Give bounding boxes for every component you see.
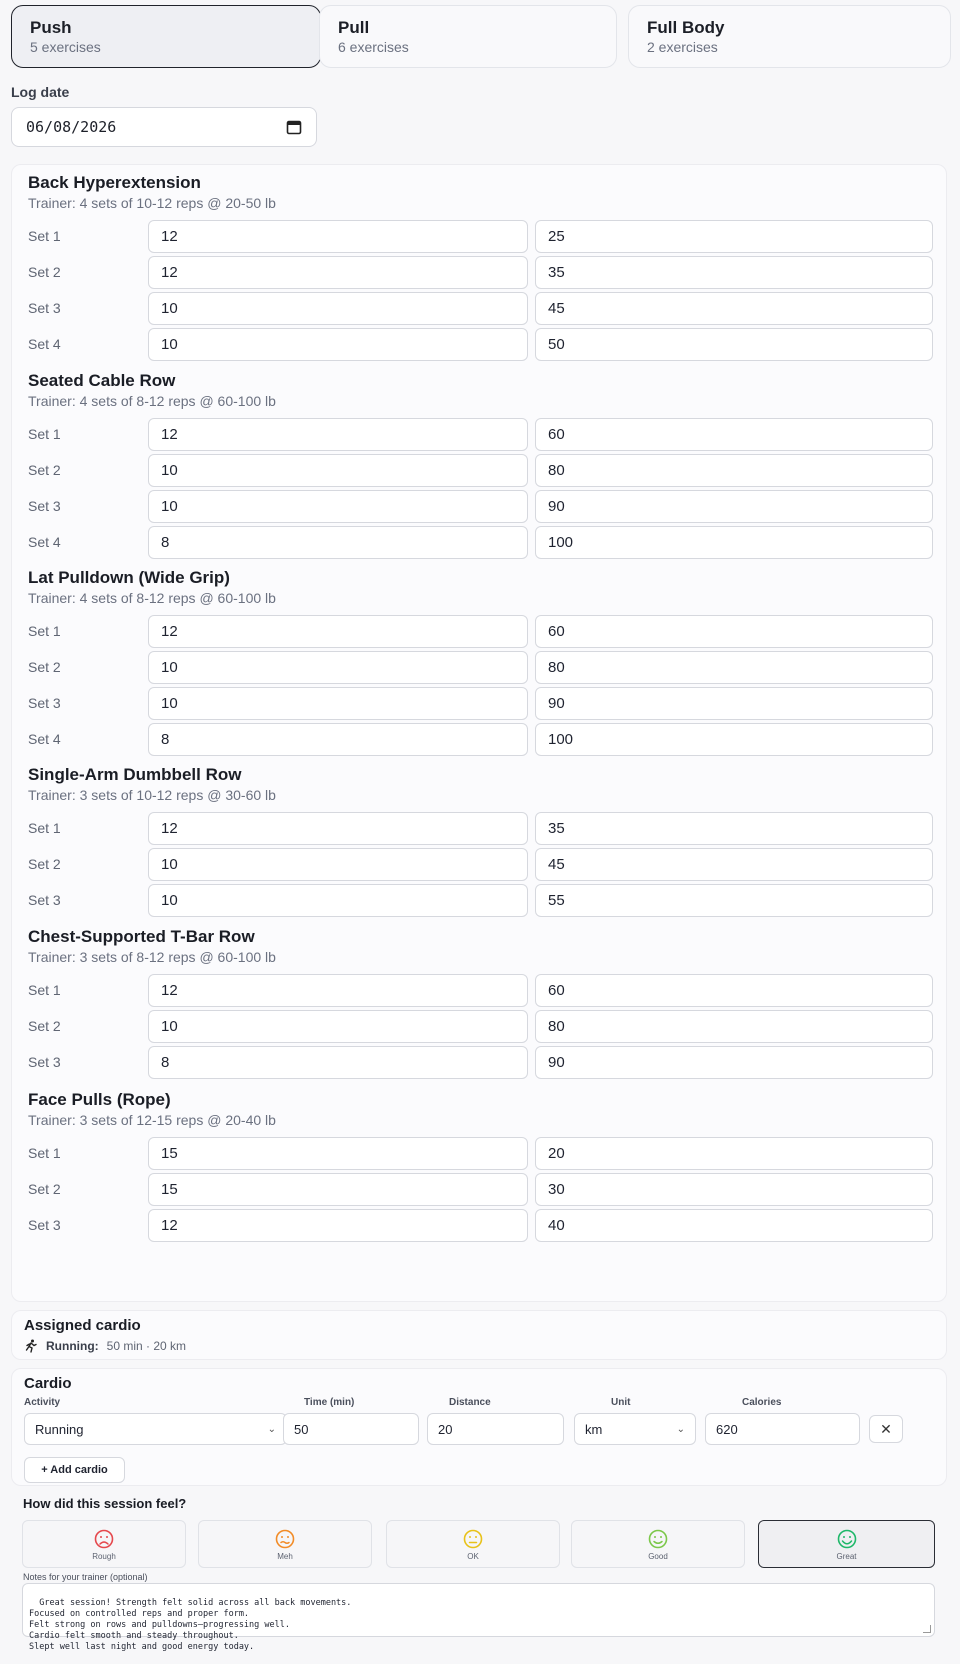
set-label: Set 1 (28, 623, 61, 639)
tab-count: 6 exercises (338, 39, 409, 55)
set-label: Set 3 (28, 892, 61, 908)
weight-input[interactable]: 25 (535, 220, 933, 253)
exercise-trainer-target: Trainer: 4 sets of 8-12 reps @ 60-100 lb (28, 393, 276, 409)
set-label: Set 1 (28, 426, 61, 442)
log-date-label: Log date (11, 84, 70, 100)
exercise-log-card (11, 164, 947, 1302)
cardio-card (11, 1368, 947, 1486)
assigned-cardio-title: Assigned cardio (24, 1317, 141, 1334)
reps-input[interactable]: 10 (148, 651, 528, 684)
cardio-title: Cardio (24, 1375, 72, 1392)
reps-input[interactable]: 10 (148, 328, 528, 361)
weight-input[interactable]: 80 (535, 1010, 933, 1043)
weight-input[interactable]: 35 (535, 812, 933, 845)
session-feel-title: How did this session feel? (23, 1496, 187, 1511)
weight-input[interactable]: 100 (535, 723, 933, 756)
exercise-title: Seated Cable Row (28, 371, 176, 390)
calendar-icon[interactable] (286, 119, 302, 135)
reps-input[interactable]: 12 (148, 256, 528, 289)
exercise-title: Face Pulls (Rope) (28, 1090, 171, 1109)
weight-input[interactable]: 90 (535, 687, 933, 720)
exercise-title: Lat Pulldown (Wide Grip) (28, 568, 230, 587)
weight-input[interactable]: 60 (535, 974, 933, 1007)
time-input[interactable] (283, 1413, 419, 1445)
weight-input[interactable]: 50 (535, 328, 933, 361)
set-label: Set 2 (28, 1181, 61, 1197)
set-label: Set 3 (28, 1217, 61, 1233)
remove-cardio-button[interactable] (869, 1415, 903, 1443)
add-cardio-button[interactable]: + Add cardio (24, 1457, 125, 1483)
reps-input[interactable]: 12 (148, 812, 528, 845)
exercise-trainer-target: Trainer: 4 sets of 10-12 reps @ 20-50 lb (28, 195, 276, 211)
set-label: Set 2 (28, 856, 61, 872)
mood-label: OK (467, 1552, 479, 1561)
notes-textarea[interactable] (22, 1583, 935, 1652)
reps-input[interactable]: 12 (148, 220, 528, 253)
tab-push[interactable] (11, 5, 321, 68)
set-label: Set 1 (28, 228, 61, 244)
mood-label: Great (836, 1552, 857, 1561)
tab-full-body[interactable] (628, 5, 951, 68)
mood-face-icon (463, 1529, 483, 1549)
notes-label: Notes for your trainer (optional) (23, 1572, 148, 1582)
reps-input[interactable]: 15 (148, 1137, 528, 1170)
set-label: Set 1 (28, 982, 61, 998)
set-label: Set 1 (28, 1145, 61, 1161)
calories-input[interactable] (705, 1413, 860, 1445)
weight-input[interactable]: 35 (535, 256, 933, 289)
weight-input[interactable]: 90 (535, 490, 933, 523)
weight-input[interactable]: 80 (535, 651, 933, 684)
activity-value: Running (35, 1421, 84, 1437)
reps-input[interactable]: 10 (148, 454, 528, 487)
weight-input[interactable]: 55 (535, 884, 933, 917)
chevron-down-icon: ⌄ (676, 1423, 685, 1435)
reps-input[interactable]: 12 (148, 418, 528, 451)
mood-label: Rough (92, 1552, 116, 1561)
distance-header: Distance (449, 1397, 491, 1408)
set-label: Set 3 (28, 1054, 61, 1070)
mood-great-button[interactable] (758, 1520, 935, 1568)
set-label: Set 1 (28, 820, 61, 836)
mood-label: Good (648, 1552, 668, 1561)
weight-input[interactable]: 30 (535, 1173, 933, 1206)
running-icon (24, 1339, 38, 1353)
set-label: Set 3 (28, 300, 61, 316)
weight-input[interactable]: 45 (535, 848, 933, 881)
routine-tabs (11, 5, 951, 68)
reps-input[interactable]: 12 (148, 615, 528, 648)
exercise-title: Single-Arm Dumbbell Row (28, 765, 242, 784)
chevron-down-icon: ⌄ (267, 1423, 276, 1435)
mood-face-icon (94, 1529, 114, 1549)
calories-header: Calories (742, 1397, 782, 1408)
tab-title: Push (30, 18, 72, 37)
exercise-trainer-target: Trainer: 3 sets of 10-12 reps @ 30-60 lb (28, 787, 276, 803)
tab-pull[interactable] (319, 5, 617, 68)
close-icon: ✕ (880, 1420, 892, 1437)
distance-value: 20 (438, 1421, 453, 1437)
mood-rough-button[interactable] (22, 1520, 186, 1568)
weight-input[interactable]: 90 (535, 1046, 933, 1079)
reps-input[interactable]: 12 (148, 974, 528, 1007)
assigned-cardio-detail: 50 min · 20 km (106, 1339, 187, 1353)
set-label: Set 3 (28, 498, 61, 514)
mood-good-button[interactable] (571, 1520, 745, 1568)
assigned-cardio-card (11, 1310, 947, 1360)
log-date-value: 06/08/2026 (26, 118, 117, 136)
exercise-trainer-target: Trainer: 3 sets of 12-15 reps @ 20-40 lb (28, 1112, 276, 1128)
set-label: Set 2 (28, 1018, 61, 1034)
set-label: Set 2 (28, 264, 61, 280)
reps-input[interactable]: 15 (148, 1173, 528, 1206)
tab-count: 2 exercises (647, 39, 718, 55)
distance-input[interactable] (427, 1413, 564, 1445)
assigned-cardio-line (24, 1339, 186, 1353)
assigned-cardio-activity: Running: (46, 1339, 99, 1353)
mood-face-icon (275, 1529, 295, 1549)
exercise-trainer-target: Trainer: 4 sets of 8-12 reps @ 60-100 lb (28, 590, 276, 606)
exercise-title: Back Hyperextension (28, 173, 201, 192)
tab-title: Full Body (647, 18, 725, 37)
exercise-title: Chest-Supported T-Bar Row (28, 927, 255, 946)
log-date-input[interactable] (11, 107, 317, 147)
set-label: Set 4 (28, 336, 61, 352)
tab-title: Pull (338, 18, 370, 37)
activity-select[interactable] (24, 1413, 287, 1445)
notes-text: Great session! Strength felt solid across all back movements. Focused on controlled reps and proper form. Felt strong on rows and pulldowns—progressing well. Cardio felt smooth and steady throughout. Slept well last night and good energy today. (29, 1598, 352, 1652)
exercise-trainer-target: Trainer: 3 sets of 8-12 reps @ 60-100 lb (28, 949, 276, 965)
reps-input[interactable]: 10 (148, 848, 528, 881)
weight-input[interactable]: 60 (535, 418, 933, 451)
set-label: Set 2 (28, 462, 61, 478)
weight-input[interactable]: 100 (535, 526, 933, 559)
weight-input[interactable]: 60 (535, 615, 933, 648)
reps-input[interactable]: 12 (148, 1209, 528, 1242)
reps-input[interactable]: 8 (148, 1046, 528, 1079)
unit-header: Unit (611, 1397, 631, 1408)
mood-ok-button[interactable] (386, 1520, 560, 1568)
mood-face-icon (837, 1529, 857, 1549)
weight-input[interactable]: 40 (535, 1209, 933, 1242)
tab-count: 5 exercises (30, 39, 101, 55)
unit-value: km (585, 1421, 603, 1437)
weight-input[interactable]: 45 (535, 292, 933, 325)
calories-value: 620 (716, 1421, 738, 1437)
reps-input[interactable]: 10 (148, 490, 528, 523)
reps-input[interactable]: 8 (148, 526, 528, 559)
activity-header: Activity (24, 1397, 61, 1408)
set-label: Set 2 (28, 659, 61, 675)
reps-input[interactable]: 8 (148, 723, 528, 756)
mood-meh-button[interactable] (198, 1520, 372, 1568)
resize-handle[interactable] (923, 1625, 931, 1633)
set-label: Set 3 (28, 695, 61, 711)
unit-select[interactable] (574, 1413, 696, 1445)
reps-input[interactable]: 10 (148, 292, 528, 325)
weight-input[interactable]: 80 (535, 454, 933, 487)
reps-input[interactable]: 10 (148, 884, 528, 917)
time-header: Time (min) (304, 1397, 355, 1408)
weight-input[interactable]: 20 (535, 1137, 933, 1170)
mood-label: Meh (277, 1552, 293, 1561)
time-value: 50 (294, 1421, 309, 1437)
reps-input[interactable]: 10 (148, 1010, 528, 1043)
mood-face-icon (648, 1529, 668, 1549)
set-label: Set 4 (28, 731, 61, 747)
reps-input[interactable]: 10 (148, 687, 528, 720)
set-label: Set 4 (28, 534, 61, 550)
